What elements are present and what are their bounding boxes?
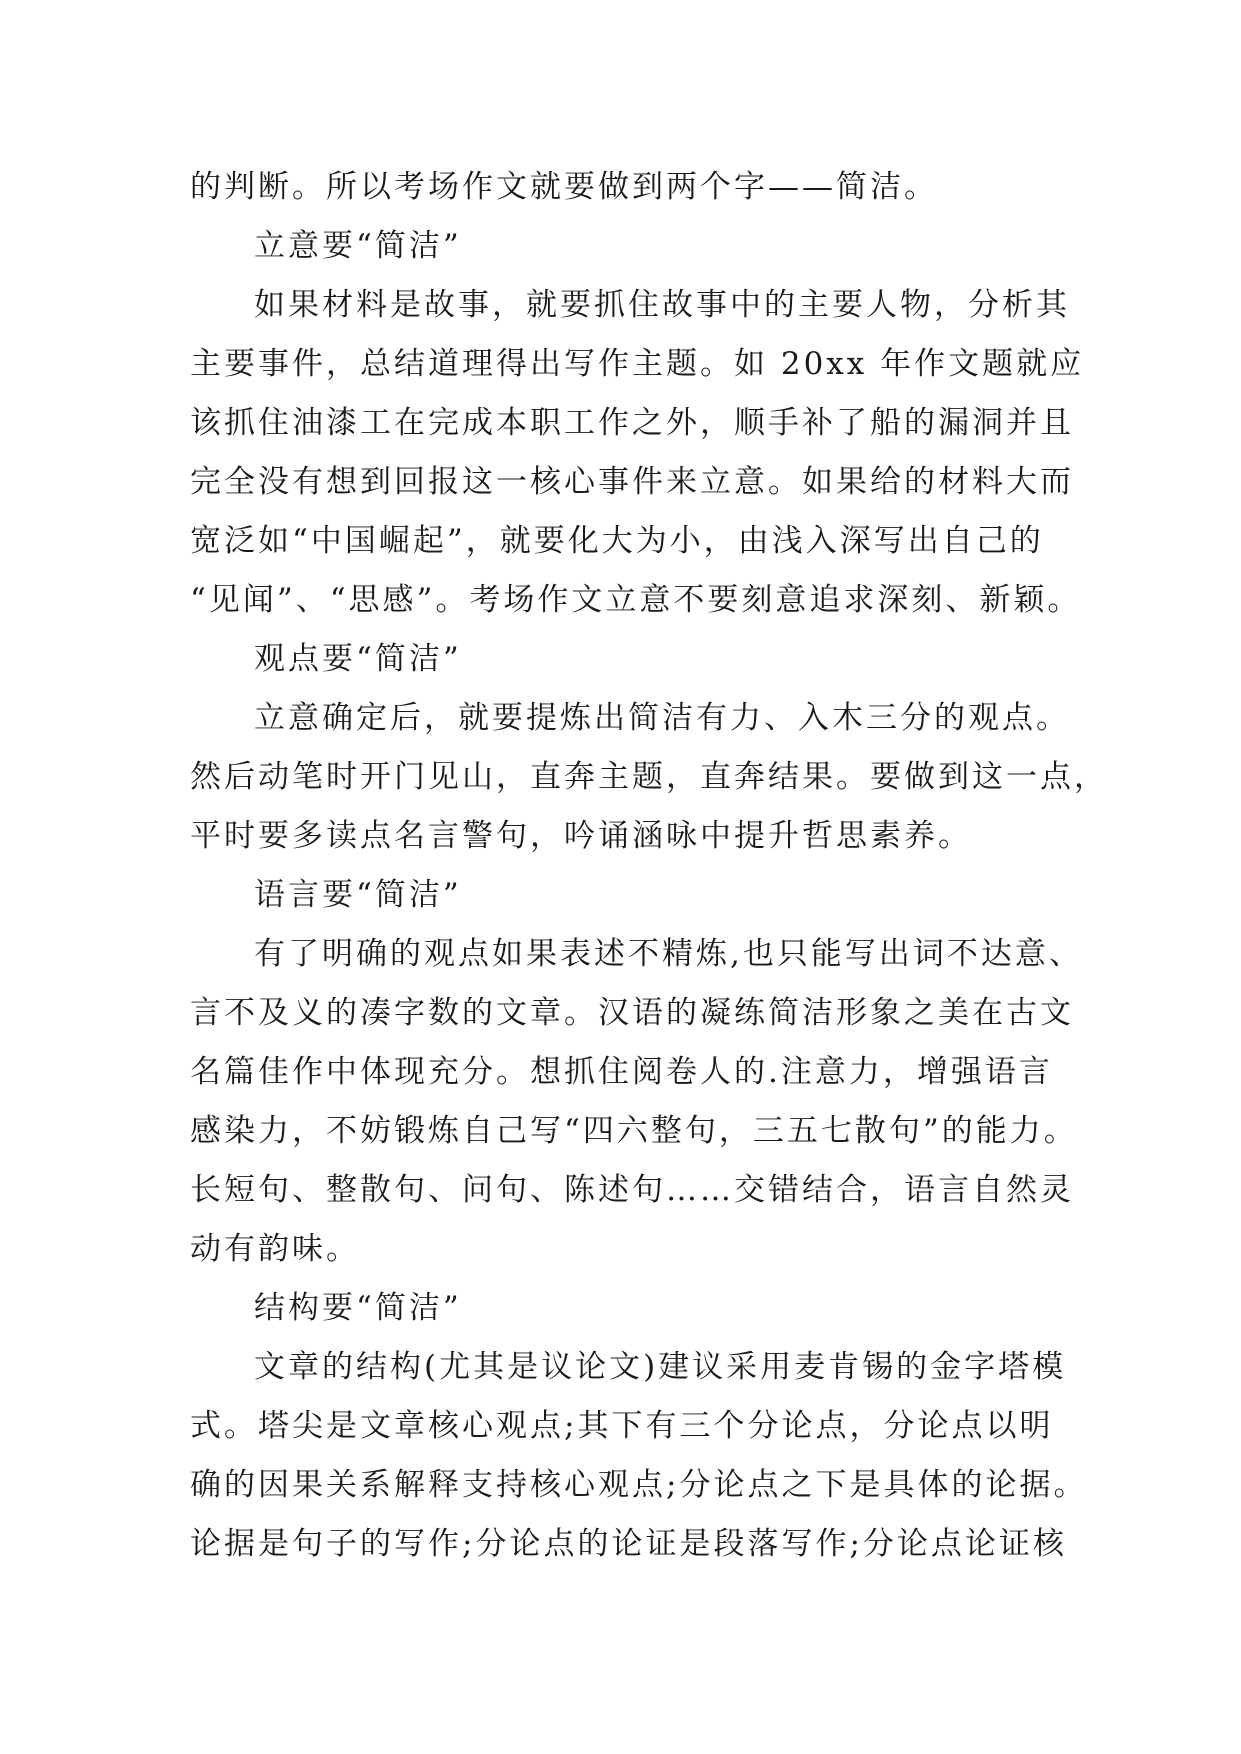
paragraph-line-indented: 立意要“简洁”	[254, 228, 462, 264]
paragraph-line: 的判断。所以考场作文就要做到两个字——简洁。	[190, 169, 938, 205]
paragraph-line: “见闻”、“思感”。考场作文立意不要刻意追求深刻、新颖。	[190, 582, 1082, 618]
paragraph-line-indented: 有了明确的观点如果表述不精炼,也只能写出词不达意、	[254, 936, 1083, 972]
paragraph-line: 平时要多读点名言警句，吟诵涵咏中提升哲思素养。	[190, 818, 972, 854]
paragraph-line-indented: 文章的结构(尤其是议论文)建议采用麦肯锡的金字塔模	[254, 1349, 1067, 1385]
paragraph-line: 主要事件，总结道理得出写作主题。如 20xx 年作文题就应	[190, 346, 1085, 382]
paragraph-line-indented: 观点要“简洁”	[254, 641, 462, 677]
paragraph-line: 该抓住油漆工在完成本职工作之外，顺手补了船的漏洞并且	[190, 405, 1074, 441]
paragraph-line: 然后动笔时开门见山，直奔主题，直奔结果。要做到这一点，	[190, 759, 1108, 795]
paragraph-line: 感染力，不妨锻炼自己写“四六整句，三五七散句”的能力。	[190, 1113, 1078, 1149]
paragraph-line: 宽泛如“中国崛起”，就要化大为小，由浅入深写出自己的	[190, 523, 1044, 559]
paragraph-line: 长短句、整散句、问句、陈述句……交错结合，语言自然灵	[190, 1172, 1074, 1208]
paragraph-line-indented: 结构要“简洁”	[254, 1290, 462, 1326]
paragraph-line: 动有韵味。	[190, 1231, 360, 1267]
paragraph-line-indented: 语言要“简洁”	[254, 877, 462, 913]
paragraph-line: 完全没有想到回报这一核心事件来立意。如果给的材料大而	[190, 464, 1074, 500]
paragraph-line-indented: 如果材料是故事，就要抓住故事中的主要人物，分析其	[254, 287, 1070, 323]
paragraph-line: 式。塔尖是文章核心观点;其下有三个分论点，分论点以明	[190, 1408, 1054, 1444]
paragraph-line: 论据是句子的写作;分论点的论证是段落写作;分论点论证核	[190, 1526, 1067, 1562]
document-body	[190, 158, 1108, 1574]
paragraph-line: 名篇佳作中体现充分。想抓住阅卷人的.注意力，增强语言	[190, 1054, 1053, 1090]
paragraph-line: 确的因果关系解释支持核心观点;分论点之下是具体的论据。	[190, 1467, 1088, 1503]
paragraph-line: 言不及义的凑字数的文章。汉语的凝练简洁形象之美在古文	[190, 995, 1074, 1031]
paragraph-line-indented: 立意确定后，就要提炼出简洁有力、入木三分的观点。	[254, 700, 1070, 736]
